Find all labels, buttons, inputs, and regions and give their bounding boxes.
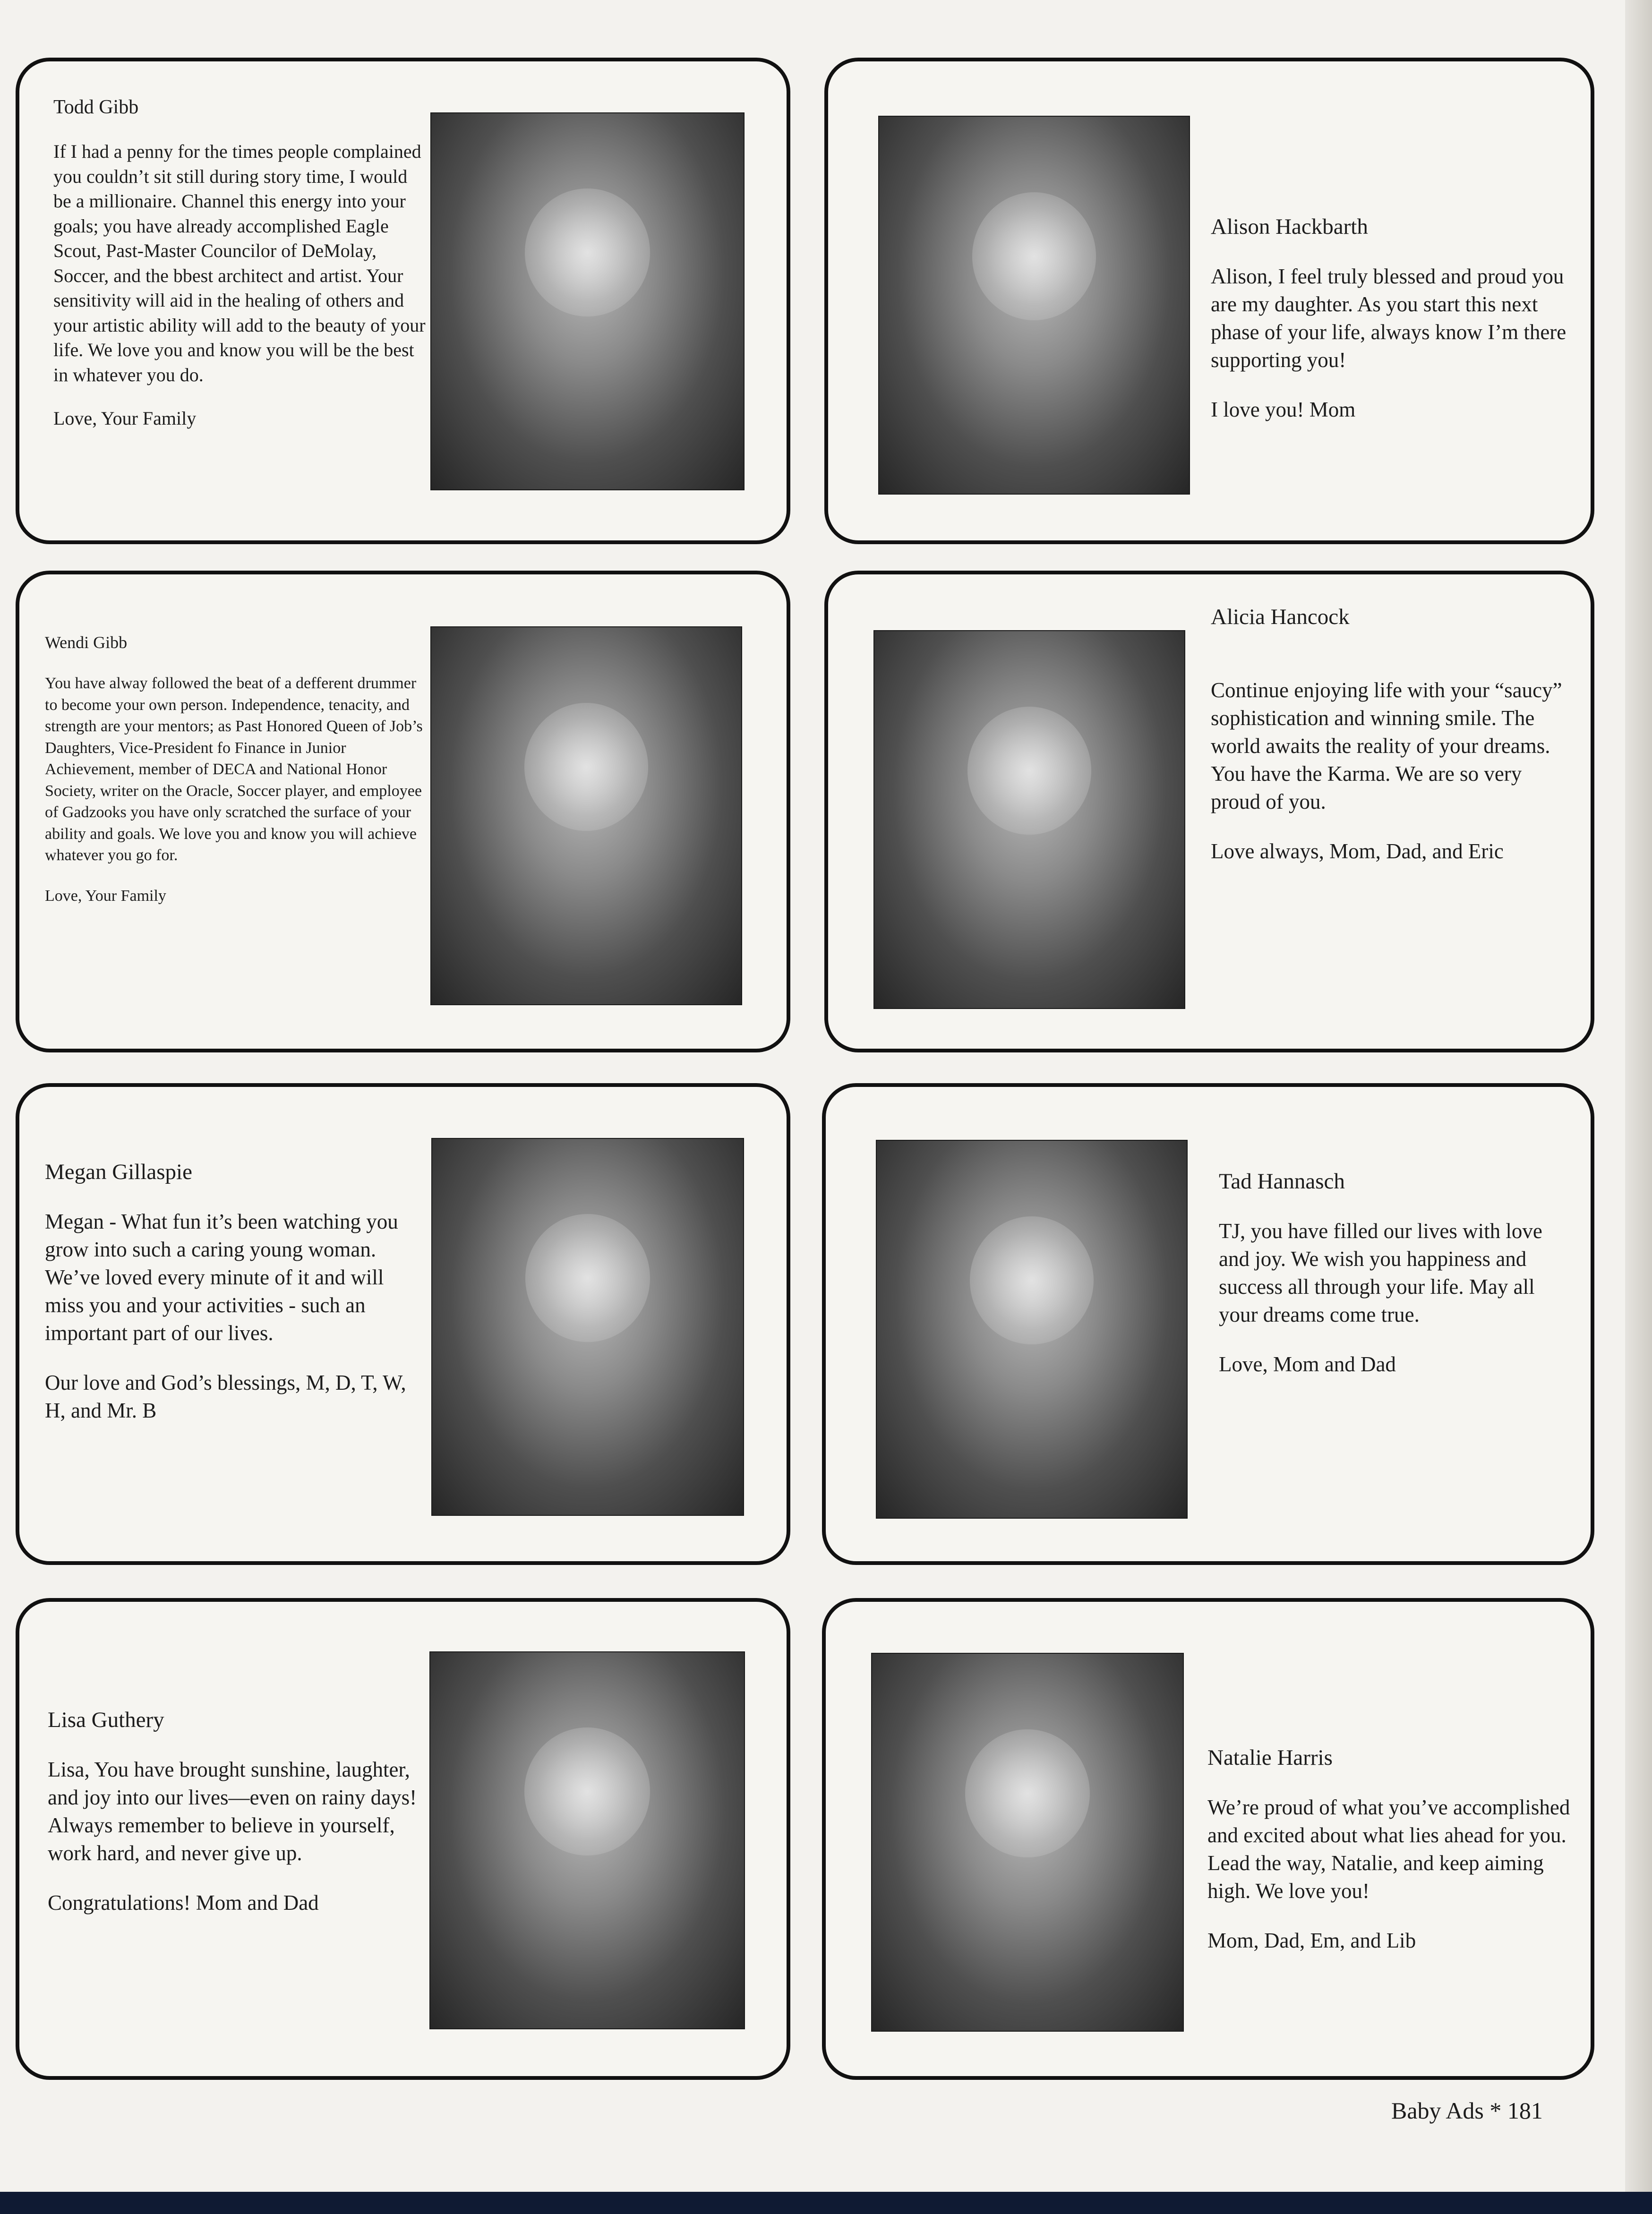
ad-text [1207,1744,1576,1955]
ad-signature: Love, Your Family [53,408,197,429]
baby-photo [876,1140,1188,1519]
baby-ad-card-alicia-hancock [824,571,1594,1052]
ad-name: Todd Gibb [53,96,139,118]
ad-name: Tad Hannasch [1219,1169,1345,1194]
baby-ad-card-natalie-harris [822,1598,1594,2080]
ad-signature: Love always, Mom, Dad, and Eric [1211,839,1504,863]
ad-name: Wendi Gibb [45,633,128,652]
ad-message: Continue enjoying life with your “saucy” sophistication and winning smile. The world awaits the reality of your dreams. You have the Karma. We are so very proud of you. [1211,678,1562,813]
baby-photo [873,630,1185,1009]
ad-message: Alison, I feel truly blessed and proud you are my daughter. As you start this next phase of your life, always know I’m there supporting you! [1211,265,1566,372]
ad-name: Alison Hackbarth [1211,214,1368,239]
ad-name: Alicia Hancock [1211,605,1350,629]
baby-photo [878,116,1190,495]
scan-bottom-edge [0,2192,1652,2214]
baby-ad-card-alison-hackbarth [824,58,1594,544]
page-edge-shadow [1625,0,1652,2214]
ad-signature: I love you! Mom [1211,398,1356,421]
baby-ad-card-todd-gibb [16,58,790,544]
ad-signature: Love, Mom and Dad [1219,1352,1396,1376]
ad-name: Natalie Harris [1207,1745,1333,1770]
ad-name: Lisa Guthery [48,1708,164,1732]
ad-signature: Our love and God’s blessings, M, D, T, W, H, and Mr. B [45,1371,406,1422]
ad-text [1219,1167,1578,1378]
ad-text [1211,603,1575,865]
baby-ad-card-lisa-guthery [16,1598,790,2080]
page-footer: Baby Ads * 181 [1391,2097,1543,2124]
baby-ad-card-wendi-gibb [16,571,790,1052]
ad-text [53,94,427,431]
ad-text [48,1706,421,1917]
ad-text [45,631,423,906]
ad-text [1211,213,1570,424]
ad-signature: Mom, Dad, Em, and Lib [1207,1929,1416,1952]
ad-text [45,1158,413,1425]
ad-message: You have alway followed the beat of a defferent drummer to become your own person. Independence, tenacity, and strength are your mentors; as Past Honored Queen of Job’s Daughters, Vice-President fo Finance in Junior Achievement, member of DECA and National Honor Society, writer on the Oracle, Soccer player, and employee of Gadzooks you have only scratched the surface of your ability and goals. We love you and know you will achieve whatever you go for. [45,675,423,864]
baby-photo [430,112,745,490]
ad-signature: Love, Your Family [45,887,166,905]
ad-signature: Congratulations! Mom and Dad [48,1891,319,1915]
ad-message: If I had a penny for the times people complained you couldn’t sit still during story time, I would be a millionaire. Channel this energy into your goals; you have already accomplished Eagle Scout, Past-Master Councilor of DeMolay, Soccer, and the bbest architect and artist. Your sensitivity will aid in the healing of others and your artistic ability will add to the beauty of your life. We love you and know you will be the best in whatever you do. [53,141,426,385]
baby-photo [871,1653,1184,2032]
baby-ad-card-megan-gillaspie [16,1083,790,1565]
ad-message: We’re proud of what you’ve accomplished and excited about what lies ahead for you. Lead the way, Natalie, and keep aiming high. We love you! [1207,1795,1570,1903]
ad-message: Megan - What fun it’s been watching you grow into such a caring young woman. We’ve loved every minute of it and will miss you and your activities - such an important part of our lives. [45,1210,398,1345]
ad-name: Megan Gillaspie [45,1160,192,1184]
baby-photo [431,1138,744,1516]
ad-message: TJ, you have filled our lives with love and joy. We wish you happiness and success all through your life. May all your dreams come true. [1219,1219,1542,1326]
baby-ad-card-tad-hannasch [822,1083,1594,1565]
baby-photo [429,1651,745,2029]
ad-message: Lisa, You have brought sunshine, laughter, and joy into our lives—even on rainy days! Always remember to believe in yourself, work hard, and never give up. [48,1758,417,1865]
baby-photo [430,626,742,1005]
